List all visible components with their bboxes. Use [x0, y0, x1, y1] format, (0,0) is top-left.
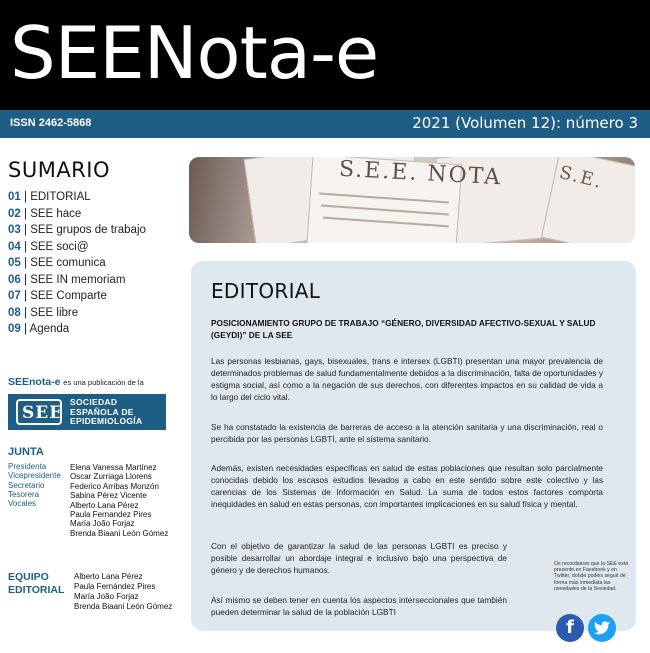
board-roles: Presidenta Vicepresidente Secretario Tesorera Vocales: [8, 462, 61, 509]
twitter-icon[interactable]: [588, 614, 616, 642]
editorial-heading: POSICIONAMIENTO GRUPO DE TRABAJO “GÉNERO, DIVERSIDAD AFECTIVO-SEXUAL Y SALUD (GEYDI)” DE LA SEE: [211, 318, 596, 340]
toc-item[interactable]: 04 | SEE soci@: [8, 240, 89, 253]
toc-item[interactable]: 05 | SEE comunica: [8, 257, 106, 269]
editorial-paragraph: Se ha constatado la existencia de barreras de acceso a la atención sanitaria y una discriminación, real o percibida por las personas LGBTI, ante el sistema sanitario.: [211, 422, 603, 444]
hero-nota-partial: S.E.: [557, 161, 606, 194]
see-logo[interactable]: [8, 394, 166, 430]
editorial-team-title: EQUIPO EDITORIAL: [8, 571, 65, 596]
editorial-paragraph: Las personas lesbianas, gays, bisexuales, trans e intersex (LGBTI) presentan una mayor prevalencia de determinados problemas de salud fundamentalmente debidos a la discriminación, falta de oportunidades y estigma social, así como a la negación de sus derechos, con diferentes impactos en su calidad de vida a lo largo del ciclo vital.: [211, 356, 603, 402]
editorial-paragraph: Además, existen necesidades específicas en salud de estas poblaciones que resultan solo parcialmente conocidas debido los escasos estudios llevados a cabo en este sentido sobre este colectivo y las carencias de los Sistemas de Información en Salud. La suma de todos estos factores comporta inequidades en salud en estas personas, con importantes implicaciones en su salud física y mental.: [211, 463, 603, 509]
toc-item[interactable]: 03 | SEE grupos de trabajo: [8, 224, 146, 236]
toc-item[interactable]: 09 | Agenda: [8, 323, 70, 335]
social-note: Os recordamos que la SEE está presente en Facebook y en Twitter, donde podéis seguir de forma más inmediata las novedades de la Sociedad.: [554, 561, 629, 592]
editorial-team-members: Alberto Lana Pérez Paula Fernández Pires María João Forjaz Brenda Biaani León Gómez: [74, 572, 173, 611]
toc-item[interactable]: 06 | SEE IN memoriam: [8, 273, 126, 286]
publication-text: es una publicación de la: [63, 378, 144, 387]
publication-brand: SEEnota-e: [8, 376, 61, 388]
toc-item[interactable]: 02 | SEE hace: [8, 207, 82, 220]
organization-name: SOCIEDAD ESPAÑOLA DE EPIDEMIOLOGÍA: [70, 397, 143, 426]
hero-nota-text: S.E.E. NOTA: [338, 157, 503, 191]
publisher-line: [8, 376, 144, 388]
see-logo-mark: SEE: [16, 399, 62, 425]
table-of-contents: [8, 189, 146, 338]
issue-bar: [0, 110, 650, 138]
board-members: Elena Vanessa Martínez Oscar Zurriaga Llorens Federico Arribas Monzón Sabina Pérez Vicente Alberto Lana Pérez Paula Fernandez Pires María João Forjaz Brenda Biaani León Gómez: [70, 463, 169, 538]
volume-label: 2021 (Volumen 12): número 3: [412, 114, 638, 132]
issn-label: ISSN 2462-5868: [10, 117, 92, 129]
toc-item[interactable]: 07 | SEE Comparte: [8, 290, 107, 302]
sidebar: [0, 138, 180, 653]
twitter-bird-icon: [594, 621, 610, 635]
editorial-paragraph: Con el objetivo de garantizar la salud de las personas LGBTI es preciso y posible desarrollar un abordaje integral e inclusivo bajo una perspectiva de género y de derechos humanos.: [211, 541, 507, 575]
facebook-icon[interactable]: f: [556, 614, 584, 642]
toc-item[interactable]: 01 | EDITORIAL: [8, 191, 91, 203]
toc-item[interactable]: 08 | SEE libre: [8, 306, 79, 319]
newsletter-title: SEENota-e: [10, 11, 379, 95]
board-title: JUNTA: [8, 446, 44, 458]
masthead: [0, 0, 650, 110]
editorial-title: EDITORIAL: [211, 279, 321, 303]
summary-title: SUMARIO: [8, 158, 110, 182]
hero-image: [189, 157, 635, 243]
editorial-paragraph: Así mismo se deben tener en cuenta los aspectos interseccionales que también pueden determinar la salud de la población LGBTI: [211, 595, 507, 617]
